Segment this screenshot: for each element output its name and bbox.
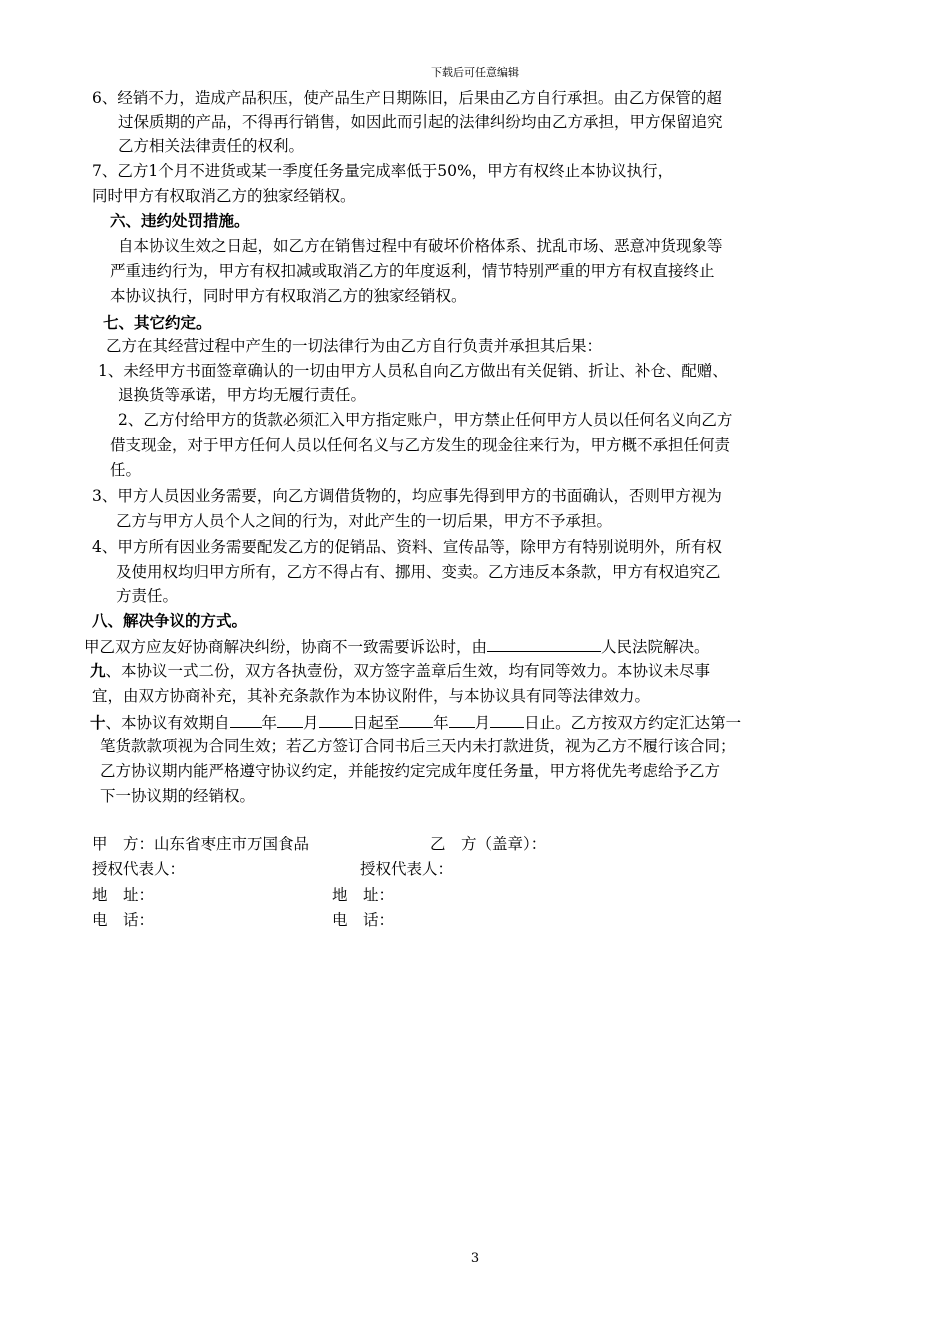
party-a-phone: 电 话： <box>92 911 155 929</box>
end-year-blank <box>399 710 433 728</box>
start-month-label: 月 <box>303 714 319 732</box>
section-7-item-2-line-2: 借支现金，对于甲方任何人员以任何名义与乙方发生的现金往来行为，甲方概不承担任何责 <box>110 436 731 454</box>
end-day-blank <box>490 710 524 728</box>
section-10-numeral: 十 <box>90 713 106 732</box>
page-number: 3 <box>470 1251 480 1266</box>
section-7-item-1-line-2: 退换货等承诺，甲方均无履行责任。 <box>118 386 367 404</box>
section-8-heading: 八、解决争议的方式。 <box>92 611 248 630</box>
start-month-blank <box>277 710 303 728</box>
page-header-note: 下载后可任意编辑 <box>431 66 519 79</box>
section-10-line-3: 乙方协议期内能严格遵守协议约定，并能按约定完成年度任务量，甲方将优先考虑给予乙方 <box>100 762 721 780</box>
section-6-line-1: 自本协议生效之日起，如乙方在销售过程中有破坏价格体系、扰乱市场、恶意冲货现象等 <box>118 237 723 255</box>
start-year-label: 年 <box>261 714 278 732</box>
section-7-item-2-line-3: 任。 <box>110 461 142 479</box>
party-a-address: 地 址： <box>92 886 155 904</box>
end-month-blank <box>449 710 475 728</box>
party-b-seal: 乙 方（盖章）： <box>430 835 547 853</box>
section-10-line-2: 笔货款款项视为合同生效；若乙方签订合同书后三天内未打款进货，视为乙方不履行该合同； <box>100 737 736 755</box>
section-9-text: 、本协议一式二份，双方各执壹份，双方签字盖章后生效，均有同等效力。本协议未尽事 <box>105 662 711 680</box>
clause-6-line-1: 6、经销不力，造成产品积压，使产品生产日期陈旧，后果由乙方自行承担。由乙方保管的超 <box>92 89 722 107</box>
section-6-heading: 六、违约处罚措施。 <box>110 211 250 230</box>
section-9-line-2: 宜，由双方协商补充，其补充条款作为本协议附件，与本协议具有同等法律效力。 <box>92 687 651 705</box>
party-a-name: 甲 方：山东省枣庄市万国食品 <box>92 835 310 853</box>
section-7-item-4-line-2: 及使用权均归甲方所有，乙方不得占有、挪用、变卖。乙方违反本条款，甲方有权追究乙 <box>116 563 721 581</box>
clause-7-line-1: 7、乙方1个月不进货或某一季度任务量完成率低于50%，甲方有权终止本协议执行， <box>92 162 674 180</box>
section-8-text-b: 人民法院解决。 <box>601 638 710 656</box>
section-8-line-1 <box>84 634 710 658</box>
section-9-numeral: 九 <box>90 661 106 680</box>
section-10-line-4: 下一协议期的经销权。 <box>100 787 256 805</box>
section-7-item-4-line-1: 4、甲方所有因业务需要配发乙方的促销品、资料、宣传品等，除甲方有特别说明外，所有权 <box>92 538 722 556</box>
start-day-label: 日起至 <box>352 714 400 732</box>
start-day-blank <box>319 710 353 728</box>
section-7-item-3-line-1: 3、甲方人员因业务需要，向乙方调借货物的，均应事先得到甲方的书面确认，否则甲方视为 <box>92 487 722 505</box>
end-month-label: 月 <box>474 714 491 732</box>
court-name-blank <box>487 634 601 652</box>
section-7-item-4-line-3: 方责任。 <box>116 587 179 605</box>
section-7-item-3-line-2: 乙方与甲方人员个人之间的行为，对此产生的一切后果，甲方不予承担。 <box>116 512 613 530</box>
end-year-label: 年 <box>433 714 449 732</box>
section-6-line-3: 本协议执行，同时甲方有权取消乙方的独家经销权。 <box>110 287 467 305</box>
clause-6-line-3: 乙方相关法律责任的权利。 <box>118 137 305 155</box>
party-a-representative: 授权代表人： <box>92 860 186 878</box>
clause-6-line-2: 过保质期的产品，不得再行销售，如因此而引起的法律纠纷均由乙方承担，甲方保留追究 <box>118 113 723 131</box>
section-10-text-a: 、本协议有效期自 <box>105 714 230 732</box>
section-7-item-2-line-1: 2、乙方付给甲方的货款必须汇入甲方指定账户，甲方禁止任何甲方人员以任何名义向乙方 <box>118 411 733 429</box>
section-10-line-1 <box>90 710 741 734</box>
section-7-heading: 七、其它约定。 <box>103 313 212 332</box>
start-year-blank <box>230 710 262 728</box>
section-7-intro: 乙方在其经营过程中产生的一切法律行为由乙方自行负责并承担其后果： <box>106 337 603 355</box>
section-9-line-1 <box>90 660 710 682</box>
section-10-text-b: 日止。乙方按双方约定汇达第一 <box>524 714 742 732</box>
clause-7-line-2: 同时甲方有权取消乙方的独家经销权。 <box>92 187 356 205</box>
party-b-phone: 电 话： <box>332 911 395 929</box>
section-7-item-1-line-1: 1、未经甲方书面签章确认的一切由甲方人员私自向乙方做出有关促销、折让、补仓、配赠、 <box>98 362 728 380</box>
section-6-line-2: 严重违约行为，甲方有权扣减或取消乙方的年度返利，情节特别严重的甲方有权直接终止 <box>110 262 715 280</box>
section-8-text-a: 甲乙双方应友好协商解决纠纷，协商不一致需要诉讼时，由 <box>84 638 488 656</box>
party-b-representative: 授权代表人： <box>360 860 454 878</box>
party-b-address: 地 址： <box>332 886 395 904</box>
